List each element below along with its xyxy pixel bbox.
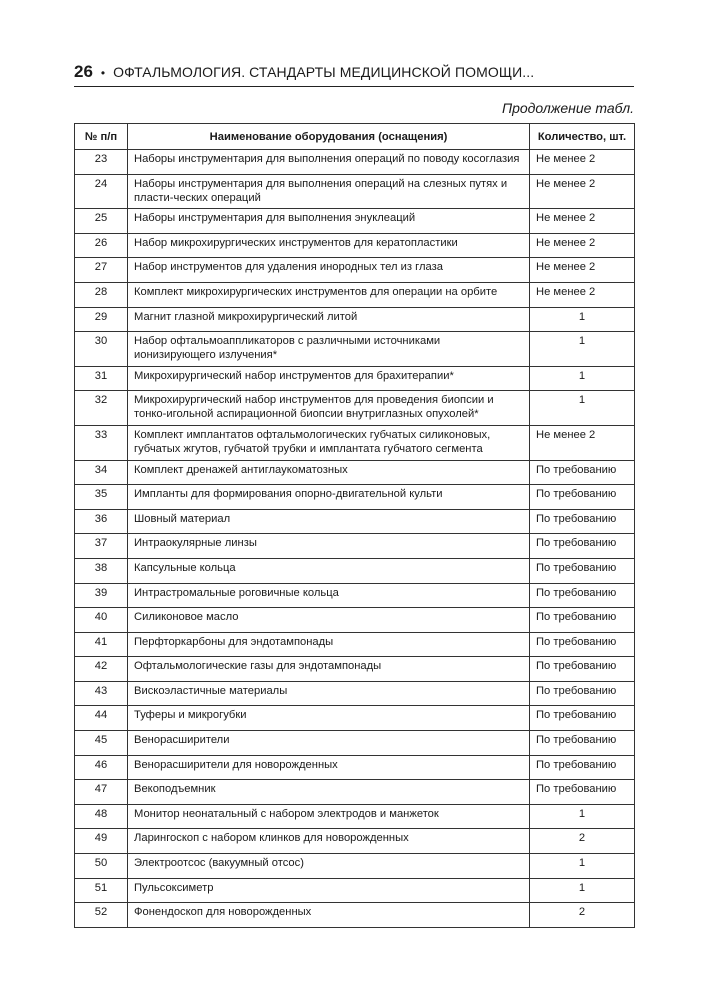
equipment-name: Туферы и микрогубки — [128, 706, 530, 731]
equipment-name: Набор инструментов для удаления инородных тел из глаза — [128, 258, 530, 283]
equipment-name: Наборы инструментария для выполнения операций по поводу косоглазия — [128, 150, 530, 175]
row-number: 24 — [75, 174, 128, 209]
quantity: По требованию — [530, 731, 635, 756]
equipment-name: Венорасширители — [128, 731, 530, 756]
row-number: 31 — [75, 366, 128, 391]
row-number: 37 — [75, 534, 128, 559]
equipment-name: Комплект имплантатов офтальмологических губчатых силиконовых, губчатых жгутов, губчатой трубки и имплантата губчатого сегмента — [128, 425, 530, 460]
table-row — [75, 583, 635, 608]
equipment-name: Перфторкарбоны для эндотампонады — [128, 632, 530, 657]
continuation-label: Продолжение табл. — [501, 100, 634, 116]
row-number: 52 — [75, 903, 128, 928]
row-number: 27 — [75, 258, 128, 283]
quantity: 1 — [530, 366, 635, 391]
equipment-name: Вискоэластичные материалы — [128, 681, 530, 706]
quantity: 2 — [530, 903, 635, 928]
quantity: По требованию — [530, 706, 635, 731]
table-row — [75, 706, 635, 731]
table-row — [75, 657, 635, 682]
quantity: По требованию — [530, 460, 635, 485]
equipment-name: Наборы инструментария для выполнения энуклеаций — [128, 209, 530, 234]
quantity: По требованию — [530, 780, 635, 805]
table-row — [75, 209, 635, 234]
quantity: По требованию — [530, 558, 635, 583]
table-row — [75, 460, 635, 485]
quantity: Не менее 2 — [530, 174, 635, 209]
row-number: 51 — [75, 878, 128, 903]
row-number: 25 — [75, 209, 128, 234]
page-number: 26 — [74, 62, 93, 81]
equipment-name: Интрастромальные роговичные кольца — [128, 583, 530, 608]
table-row — [75, 150, 635, 175]
row-number: 48 — [75, 804, 128, 829]
row-number: 32 — [75, 391, 128, 426]
quantity: Не менее 2 — [530, 150, 635, 175]
equipment-name: Микрохирургический набор инструментов для проведения биопсии и тонко-игольной аспирационной биопсии внутриглазных опухолей* — [128, 391, 530, 426]
row-number: 47 — [75, 780, 128, 805]
quantity: По требованию — [530, 608, 635, 633]
table-body — [75, 150, 635, 928]
table-row — [75, 731, 635, 756]
table-row — [75, 755, 635, 780]
row-number: 45 — [75, 731, 128, 756]
row-number: 40 — [75, 608, 128, 633]
equipment-name: Набор микрохирургических инструментов для кератопластики — [128, 233, 530, 258]
quantity: По требованию — [530, 583, 635, 608]
row-number: 49 — [75, 829, 128, 854]
table-row — [75, 608, 635, 633]
equipment-name: Наборы инструментария для выполнения операций на слезных путях и пласти-ческих операций — [128, 174, 530, 209]
quantity: 1 — [530, 854, 635, 879]
quantity: 2 — [530, 829, 635, 854]
equipment-name: Электроотсос (вакуумный отсос) — [128, 854, 530, 879]
quantity: По требованию — [530, 755, 635, 780]
column-header-name: Наименование оборудования (оснащения) — [128, 124, 530, 150]
table-row — [75, 391, 635, 426]
row-number: 30 — [75, 332, 128, 367]
table-row — [75, 174, 635, 209]
equipment-name: Пульсоксиметр — [128, 878, 530, 903]
table-row — [75, 282, 635, 307]
table-row — [75, 258, 635, 283]
equipment-name: Венорасширители для новорожденных — [128, 755, 530, 780]
row-number: 23 — [75, 150, 128, 175]
quantity: По требованию — [530, 681, 635, 706]
equipment-name: Монитор неонатальный с набором электродов и манжеток — [128, 804, 530, 829]
row-number: 43 — [75, 681, 128, 706]
equipment-name: Ларингоскоп с набором клинков для новорожденных — [128, 829, 530, 854]
table-row — [75, 903, 635, 928]
table-row — [75, 307, 635, 332]
row-number: 44 — [75, 706, 128, 731]
table-row — [75, 332, 635, 367]
table-row — [75, 878, 635, 903]
equipment-name: Импланты для формирования опорно-двигательной культи — [128, 485, 530, 510]
row-number: 39 — [75, 583, 128, 608]
quantity: 1 — [530, 332, 635, 367]
table-row — [75, 804, 635, 829]
quantity: Не менее 2 — [530, 282, 635, 307]
table-row — [75, 425, 635, 460]
table-row — [75, 780, 635, 805]
table-row — [75, 558, 635, 583]
quantity: 1 — [530, 307, 635, 332]
table-row — [75, 534, 635, 559]
equipment-name: Комплект микрохирургических инструментов для операции на орбите — [128, 282, 530, 307]
table-header-row — [75, 124, 635, 150]
quantity: По требованию — [530, 534, 635, 559]
equipment-name: Комплект дренажей антиглаукоматозных — [128, 460, 530, 485]
row-number: 42 — [75, 657, 128, 682]
equipment-name: Магнит глазной микрохирургический литой — [128, 307, 530, 332]
equipment-name: Векоподъемник — [128, 780, 530, 805]
row-number: 33 — [75, 425, 128, 460]
column-header-number: № п/п — [75, 124, 128, 150]
table-row — [75, 681, 635, 706]
row-number: 35 — [75, 485, 128, 510]
table-row — [75, 854, 635, 879]
table-row — [75, 366, 635, 391]
quantity: Не менее 2 — [530, 209, 635, 234]
quantity: По требованию — [530, 509, 635, 534]
quantity: По требованию — [530, 657, 635, 682]
equipment-name: Набор офтальмоаппликаторов с различными источниками ионизирующего излучения* — [128, 332, 530, 367]
row-number: 50 — [75, 854, 128, 879]
equipment-table — [74, 123, 635, 928]
equipment-name: Силиконовое масло — [128, 608, 530, 633]
equipment-name: Микрохирургический набор инструментов для брахитерапии* — [128, 366, 530, 391]
quantity: 1 — [530, 878, 635, 903]
row-number: 36 — [75, 509, 128, 534]
table-row — [75, 233, 635, 258]
bullet-separator: • — [100, 66, 106, 80]
table-row — [75, 485, 635, 510]
running-header — [74, 62, 634, 87]
running-title: ОФТАЛЬМОЛОГИЯ. СТАНДАРТЫ МЕДИЦИНСКОЙ ПОМОЩИ... — [113, 64, 535, 80]
row-number: 28 — [75, 282, 128, 307]
equipment-name: Фонендоскоп для новорожденных — [128, 903, 530, 928]
table-row — [75, 509, 635, 534]
row-number: 46 — [75, 755, 128, 780]
row-number: 26 — [75, 233, 128, 258]
quantity: По требованию — [530, 485, 635, 510]
row-number: 34 — [75, 460, 128, 485]
row-number: 38 — [75, 558, 128, 583]
column-header-quantity: Количество, шт. — [530, 124, 635, 150]
row-number: 29 — [75, 307, 128, 332]
quantity: Не менее 2 — [530, 258, 635, 283]
equipment-name: Капсульные кольца — [128, 558, 530, 583]
quantity: Не менее 2 — [530, 425, 635, 460]
equipment-name: Офтальмологические газы для эндотампонады — [128, 657, 530, 682]
equipment-name: Шовный материал — [128, 509, 530, 534]
table-row — [75, 829, 635, 854]
table-row — [75, 632, 635, 657]
equipment-name: Интраокулярные линзы — [128, 534, 530, 559]
row-number: 41 — [75, 632, 128, 657]
quantity: По требованию — [530, 632, 635, 657]
quantity: 1 — [530, 804, 635, 829]
quantity: Не менее 2 — [530, 233, 635, 258]
quantity: 1 — [530, 391, 635, 426]
